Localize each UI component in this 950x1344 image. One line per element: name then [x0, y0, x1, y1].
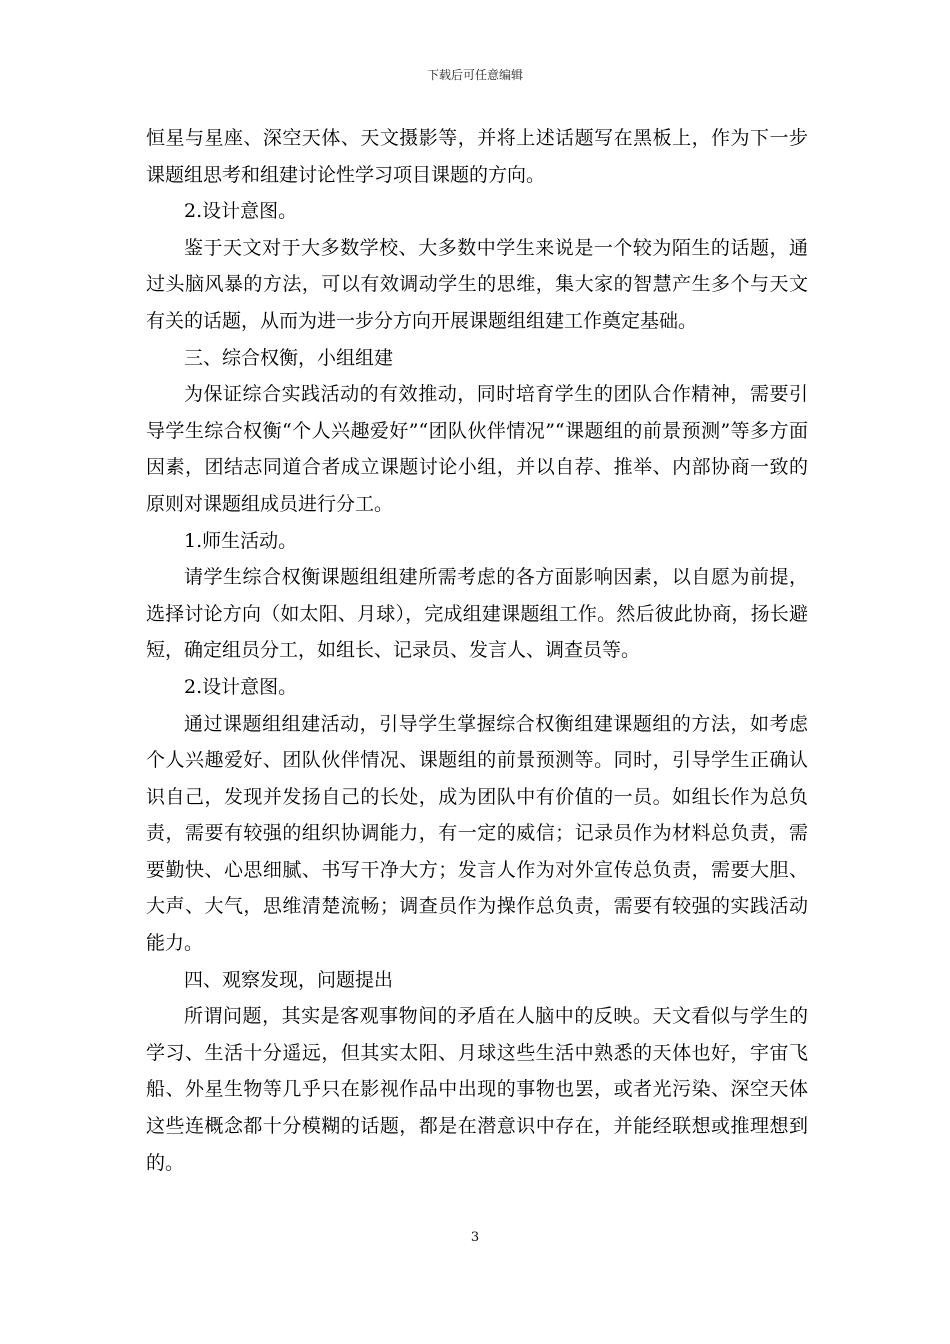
section-heading-3: 三、综合权衡，小组组建: [184, 346, 394, 369]
paragraph-continuation: 恒星与星座、深空天体、天文摄影等，并将上述话题写在黑板上，作为下一步课题组思考和组建讨论性学习项目课题的方向。: [146, 127, 808, 186]
page-number: 3: [470, 1230, 480, 1245]
section-heading-4: 四、观察发现，问题提出: [184, 968, 394, 991]
paragraph: 为保证综合实践活动的有效推动，同时培育学生的团队合作精神，需要引导学生综合权衡“个人兴趣爱好”“团队伙伴情况”“课题组的前景预测”等多方面因素，团结志同道合者成立课题讨论小组，并以自荐、推举、内部协商一致的原则对课题组成员进行分工。: [146, 383, 808, 515]
paragraph: 鉴于天文对于大多数学校、大多数中学生来说是一个较为陌生的话题，通过头脑风暴的方法，可以有效调动学生的思维，集大家的智慧产生多个与天文有关的话题，从而为进一步分方向开展课题组组建工作奠定基础。: [146, 236, 808, 332]
paragraph: 所谓问题，其实是客观事物间的矛盾在人脑中的反映。天文看似与学生的学习、生活十分遥远，但其实太阳、月球这些生活中熟悉的天体也好，宇宙飞船、外星生物等几乎只在影视作品中出现的事物也罢，或者光污染、深空天体这些连概念都十分模糊的话题，都是在潜意识中存在，并能经联想或推理想到的。: [146, 1005, 808, 1174]
paragraph: 通过课题组组建活动，引导学生掌握综合权衡组建课题组的方法，如考虑个人兴趣爱好、团队伙伴情况、课题组的前景预测等。同时，引导学生正确认识自己，发现并发扬自己的长处，成为团队中有价值的一员。如组长作为总负责，需要有较强的组织协调能力，有一定的威信；记录员作为材料总负责，需要勤快、心思细腻、书写干净大方；发言人作为对外宣传总负责，需要大胆、大声、大气，思维清楚流畅；调查员作为操作总负责，需要有较强的实践活动能力。: [146, 712, 808, 955]
page-header: 下载后可任意编辑: [426, 68, 523, 82]
document-body: [146, 120, 808, 1181]
paragraph: 请学生综合权衡课题组组建所需考虑的各方面影响因素，以自愿为前提，选择讨论方向（如太阳、月球），完成组建课题组工作。然后彼此协商，扬长避短，确定组员分工，如组长、记录员、发言人、调查员等。: [146, 566, 808, 662]
subheading-design-intent: 2.设计意图。: [184, 675, 298, 698]
subheading-teacher-student-activity: 1.师生活动。: [184, 529, 298, 552]
subheading-design-intent: 2.设计意图。: [184, 200, 298, 223]
